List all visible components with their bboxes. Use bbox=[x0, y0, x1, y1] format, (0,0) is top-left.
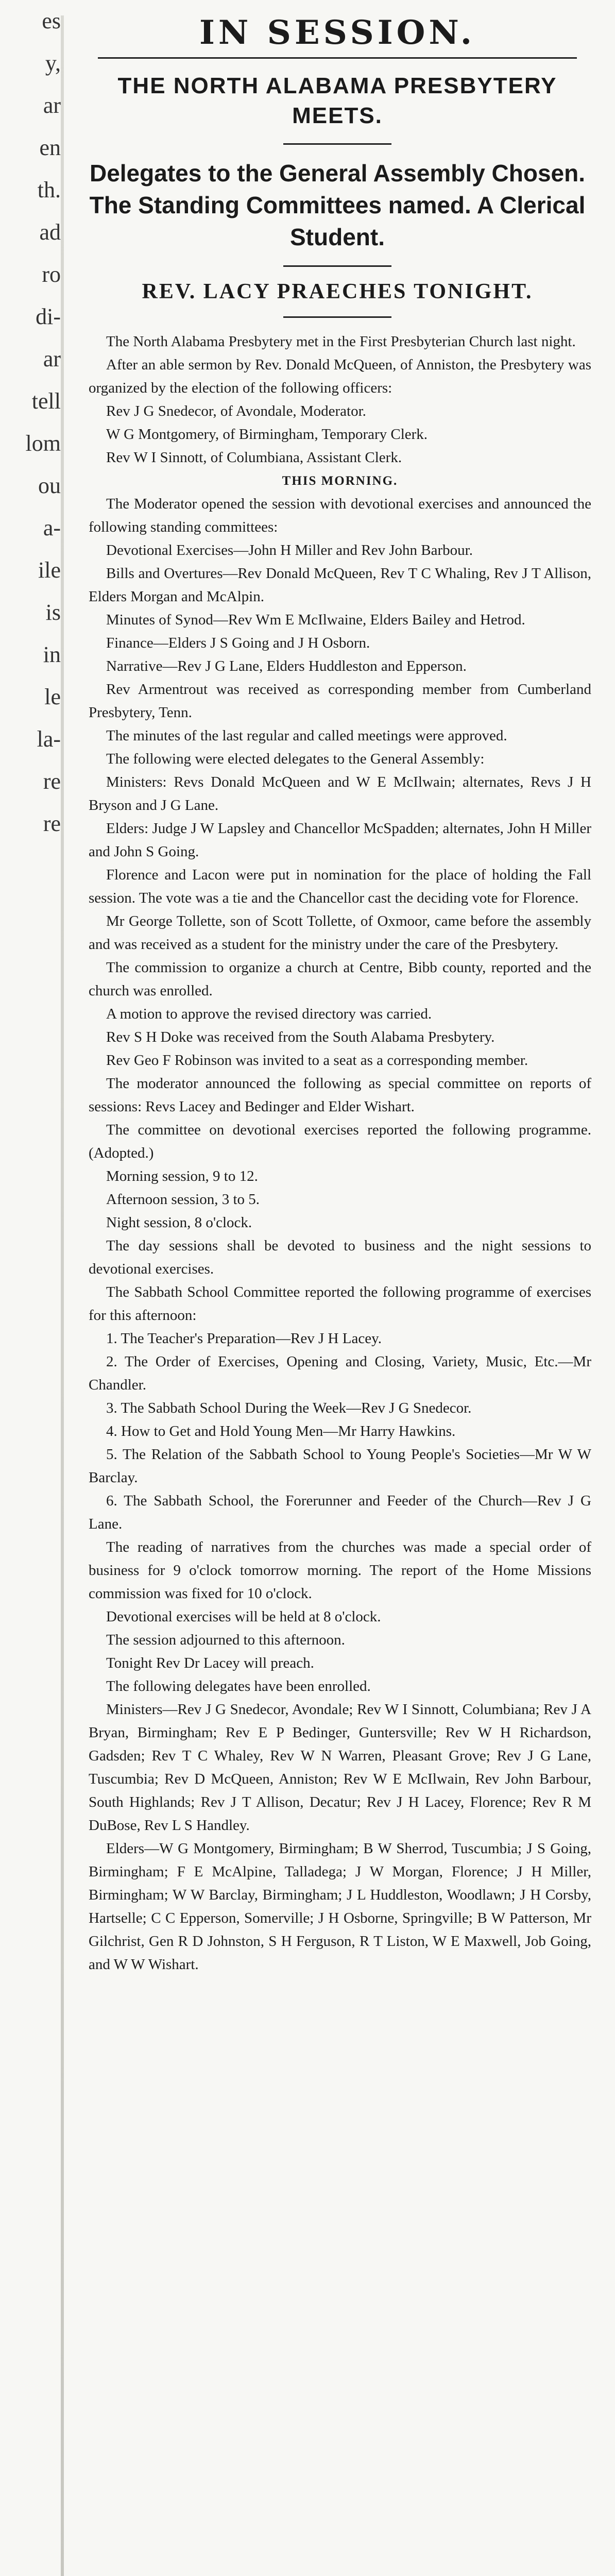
subheadline-rule bbox=[283, 265, 391, 267]
neighbor-fragment: a- bbox=[43, 515, 61, 540]
neighbor-fragment: lom bbox=[25, 431, 61, 456]
neighbor-fragment: is bbox=[45, 600, 61, 625]
article-paragraph: The committee on devotional exercises reported the following programme. (Adopted.) bbox=[89, 1122, 591, 1161]
article-paragraph: Rev Armentrout was received as corresponding member from Cumberland Presbytery, Tenn. bbox=[89, 681, 591, 721]
article-paragraph: Rev Geo F Robinson was invited to a seat as a corresponding member. bbox=[106, 1052, 528, 1069]
neighbor-fragment: th. bbox=[37, 177, 61, 202]
neighbor-fragment: ar bbox=[43, 346, 61, 371]
article-paragraph: After an able sermon by Rev. Donald McQueen, of Anniston, the Presbytery was organized by the election of the following officers: bbox=[89, 357, 591, 396]
neighbor-fragment: ou bbox=[38, 473, 61, 498]
neighbor-fragment: ile bbox=[38, 557, 61, 583]
neighbor-fragment: y, bbox=[45, 50, 61, 76]
article-paragraph: The Sabbath School Committee reported the following programme of exercises for this afternoon: bbox=[89, 1284, 591, 1324]
article-paragraph: Ministers—Rev J G Snedecor, Avondale; Rev W I Sinnott, Columbiana; Rev J A Bryan, Birmingham; Rev E P Bedinger, Guntersville; Rev W H Richardson, Gadsden; Rev T C Whaley, Rev W N Warren, Pleasant Grove; Rev J G Lane, Tuscumbia; Rev D McQueen, Anniston; Rev W E McIlwain, Rev John Barbour, South Highlands; Rev J T Allison, Decatur; Rev J H Lacey, Florence; Rev R M DuBose, Rev L S Handley. bbox=[89, 1701, 591, 1834]
article-paragraph: W G Montgomery, of Birmingham, Temporary Clerk. bbox=[106, 426, 428, 443]
article-paragraph: The moderator announced the following as special committee on reports of sessions: Revs Lacey and Bedinger and Elder Wishart. bbox=[89, 1075, 591, 1115]
article-paragraph: The session adjourned to this afternoon. bbox=[106, 1632, 345, 1648]
article-column bbox=[77, 0, 597, 1976]
article-paragraph: Night session, 8 o'clock. bbox=[106, 1214, 252, 1231]
deck-rule bbox=[283, 316, 391, 318]
neighbor-fragment: la- bbox=[37, 726, 61, 752]
article-paragraph: Finance—Elders J S Going and J H Osborn. bbox=[106, 635, 370, 651]
article-paragraph: Elders—W G Montgomery, Birmingham; B W Sherrod, Tuscumbia; J S Going, Birmingham; F E McAlpine, Talladega; J W Morgan, Florence; J H Miller, Birmingham; W W Barclay, Birmingham; J L Huddleston, Woodlawn; J H Corsby, Hartselle; C C Epperson, Somerville; J H Osborne, Springville; B W Patterson, Mr Gilchrist, Gen R D Johnston, S H Ferguson, R T Liston, W E Maxwell, Job Going, and W W Wishart. bbox=[89, 1840, 591, 1973]
article-paragraph: Rev S H Doke was received from the South Alabama Presbytery. bbox=[106, 1029, 495, 1045]
article-paragraph: Devotional exercises will be held at 8 o'clock. bbox=[106, 1608, 381, 1625]
article-paragraph: Morning session, 9 to 12. bbox=[106, 1168, 258, 1184]
section-heading: THIS MORNING. bbox=[282, 474, 398, 488]
neighbor-fragment: in bbox=[43, 642, 61, 667]
article-paragraph: The day sessions shall be devoted to business and the night sessions to devotional exercises. bbox=[89, 1238, 591, 1277]
article-paragraph: The commission to organize a church at Centre, Bibb county, reported and the church was enrolled. bbox=[89, 959, 591, 999]
article-paragraph: Tonight Rev Dr Lacey will preach. bbox=[106, 1655, 314, 1671]
neighbor-fragment: le bbox=[44, 684, 61, 709]
article-deck: REV. LACY PRAECHES TONIGHT. bbox=[142, 280, 533, 303]
article-paragraph: Rev J G Snedecor, of Avondale, Moderator. bbox=[106, 403, 366, 419]
article-paragraph: The reading of narratives from the churches was made a special order of business for 9 o'clock tomorrow morning. The report of the Home Missions commission was fixed for 10 o'clock. bbox=[89, 1539, 591, 1602]
article-kicker: IN SESSION. bbox=[199, 13, 476, 52]
article-paragraph: Mr George Tollette, son of Scott Tollette, of Oxmoor, came before the assembly and was received as a student for the ministry under the care of the Presbytery. bbox=[89, 913, 591, 953]
article-paragraph: The minutes of the last regular and called meetings were approved. bbox=[106, 727, 507, 744]
article-paragraph: 3. The Sabbath School During the Week—Rev J G Snedecor. bbox=[106, 1400, 472, 1416]
article-paragraph: The Moderator opened the session with devotional exercises and announced the following standing committees: bbox=[89, 496, 591, 535]
article-paragraph: Afternoon session, 3 to 5. bbox=[106, 1191, 260, 1208]
neighbor-fragment: di- bbox=[36, 304, 61, 329]
article-headline: THE NORTH ALABAMA PRESBYTERY MEETS. bbox=[117, 73, 557, 128]
article-paragraph: Florence and Lacon were put in nomination for the place of holding the Fall session. The vote was a tie and the Chancellor cast the deciding vote for Florence. bbox=[89, 867, 591, 906]
neighbor-column-fragments bbox=[0, 0, 61, 979]
article-paragraph: Rev W I Sinnott, of Columbiana, Assistant Clerk. bbox=[106, 449, 402, 466]
neighbor-fragment: tell bbox=[31, 388, 61, 414]
neighbor-fragment: en bbox=[39, 135, 61, 160]
article-paragraph: 6. The Sabbath School, the Forerunner and Feeder of the Church—Rev J G Lane. bbox=[89, 1493, 591, 1532]
headline-rule bbox=[283, 143, 391, 145]
article-paragraph: Ministers: Revs Donald McQueen and W E McIlwain; alternates, Revs J H Bryson and J G Lane. bbox=[89, 774, 591, 814]
article-paragraph: The following delegates have been enrolled. bbox=[106, 1678, 371, 1694]
article-body bbox=[89, 330, 591, 1976]
article-paragraph: 5. The Relation of the Sabbath School to Young People's Societies—Mr W W Barclay. bbox=[89, 1446, 591, 1486]
kicker-rule bbox=[98, 57, 577, 59]
article-paragraph: Devotional Exercises—John H Miller and Rev John Barbour. bbox=[106, 542, 473, 558]
column-rule bbox=[61, 15, 64, 2576]
neighbor-fragment: ro bbox=[42, 262, 61, 287]
article-paragraph: A motion to approve the revised directory was carried. bbox=[106, 1006, 432, 1022]
article-paragraph: The following were elected delegates to the General Assembly: bbox=[106, 751, 485, 767]
article-paragraph: 1. The Teacher's Preparation—Rev J H Lacey. bbox=[106, 1330, 382, 1347]
article-paragraph: 2. The Order of Exercises, Opening and Closing, Variety, Music, Etc.—Mr Chandler. bbox=[89, 1353, 591, 1393]
article-paragraph: Bills and Overtures—Rev Donald McQueen, Rev T C Whaling, Rev J T Allison, Elders Morgan and McAlpin. bbox=[89, 565, 591, 605]
article-paragraph: The North Alabama Presbytery met in the First Presbyterian Church last night. bbox=[106, 333, 576, 350]
article-paragraph: Minutes of Synod—Rev Wm E McIlwaine, Elders Bailey and Hetrod. bbox=[106, 612, 525, 628]
neighbor-fragment: re bbox=[43, 811, 61, 836]
article-paragraph: 4. How to Get and Hold Young Men—Mr Harry Hawkins. bbox=[106, 1423, 456, 1439]
article-paragraph: Elders: Judge J W Lapsley and Chancellor McSpadden; alternates, John H Miller and John S Going. bbox=[89, 820, 591, 860]
article-subheadline: Delegates to the General Assembly Chosen. The Standing Committees named. A Clerical Student. bbox=[89, 160, 586, 250]
article-paragraph: Narrative—Rev J G Lane, Elders Huddleston and Epperson. bbox=[106, 658, 467, 674]
neighbor-fragment: re bbox=[43, 769, 61, 794]
neighbor-fragment: ar bbox=[43, 93, 61, 118]
neighbor-fragment: ad bbox=[39, 219, 61, 245]
neighbor-fragment: es bbox=[42, 8, 61, 33]
